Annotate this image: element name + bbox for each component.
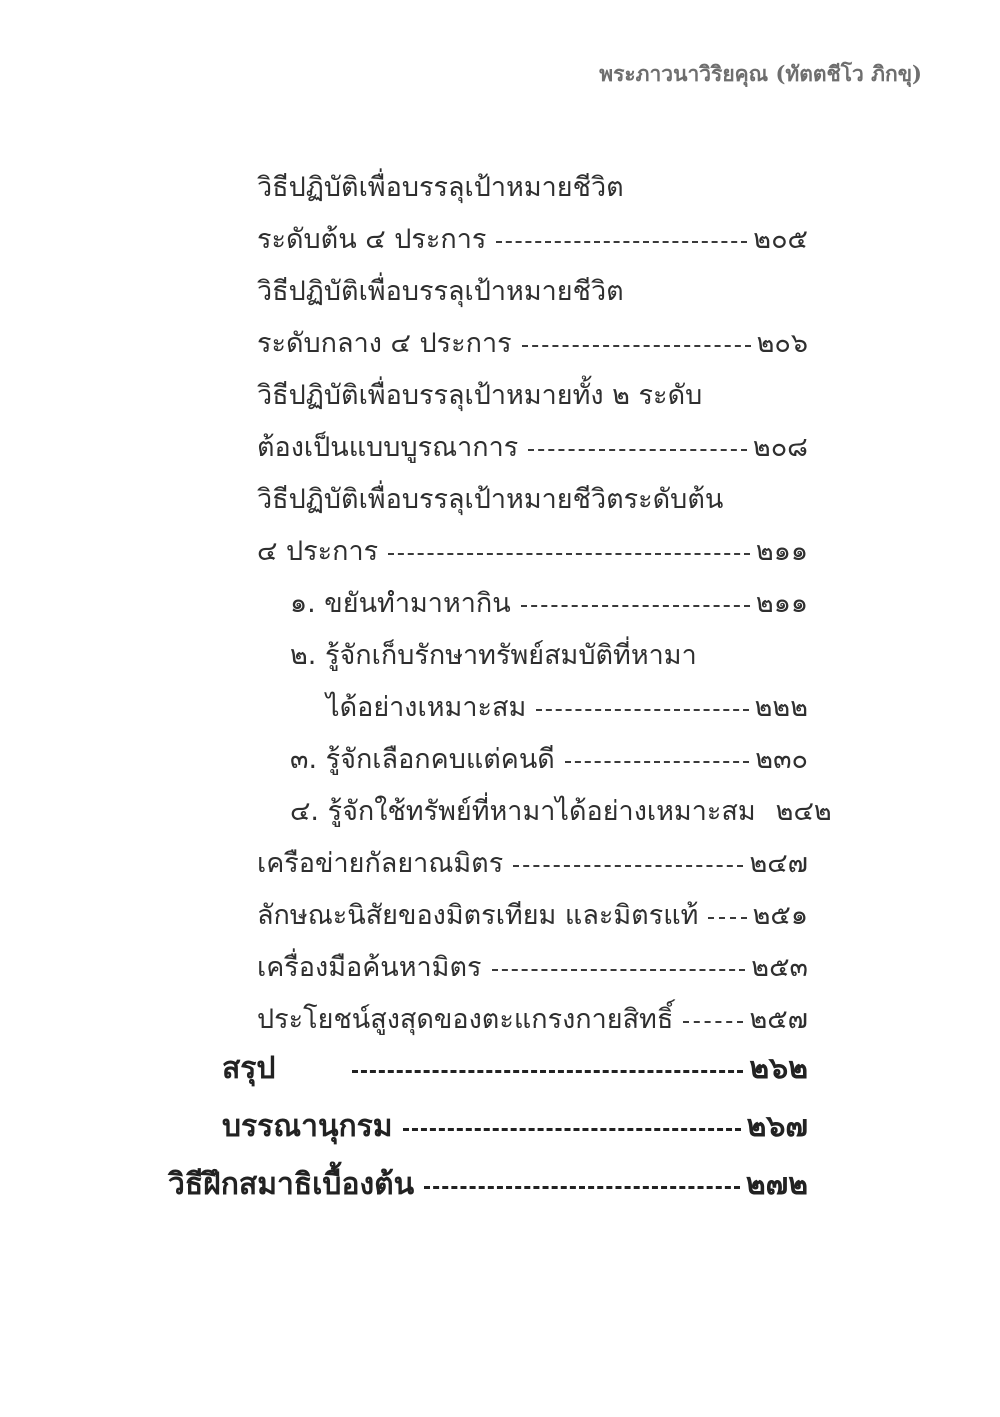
toc-entry-text: ๒. รู้จักเก็บรักษาทรัพย์สมบัติที่หามา <box>290 640 697 671</box>
toc-entry-text: บรรณานุกรม <box>222 1109 393 1144</box>
toc-entry-text: ๑. ขยันทำมาหากิน <box>290 588 511 619</box>
dot-leader <box>352 1070 743 1073</box>
dot-leader <box>424 1186 740 1189</box>
toc-entry <box>0 890 1000 942</box>
dot-leader <box>403 1128 741 1131</box>
toc-entry <box>0 214 1000 266</box>
dot-leader <box>513 865 743 867</box>
toc-entry <box>0 942 1000 994</box>
page-number: ๒๒๒ <box>754 692 808 723</box>
toc-subentry-title <box>0 630 1000 682</box>
dot-leader <box>565 761 749 763</box>
toc-subentry <box>0 786 1000 838</box>
dot-leader <box>760 813 770 815</box>
toc-entry-text: ลักษณะนิสัยของมิตรเทียม และมิตรแท้ <box>257 900 699 931</box>
toc-entry-text: ๔ ประการ <box>257 536 379 567</box>
toc-entry-text: วิธีปฏิบัติเพื่อบรรลุเป้าหมายชีวิต <box>257 276 624 307</box>
toc-entry-text: วิธีปฏิบัติเพื่อบรรลุเป้าหมายชีวิตระดับต้น <box>257 484 724 515</box>
dot-leader <box>492 969 746 971</box>
toc-entry-text: ได้อย่างเหมาะสม <box>326 692 527 723</box>
page-number: ๒๑๑ <box>755 536 808 567</box>
toc-entry-text: เครือข่ายกัลยาณมิตร <box>257 848 504 879</box>
dot-leader <box>521 605 750 607</box>
dot-leader <box>683 1021 743 1023</box>
toc-entry-text: เครื่องมือค้นหามิตร <box>257 952 482 983</box>
toc-entry <box>0 838 1000 890</box>
toc-subentry <box>0 734 1000 786</box>
page-number: ๒๑๑ <box>755 588 808 619</box>
toc-major-entry <box>0 1156 1000 1214</box>
page-number: ๒๔๒ <box>775 796 832 827</box>
page-number: ๒๖๗ <box>746 1109 808 1144</box>
toc-subentry <box>0 682 1000 734</box>
toc-entry <box>0 318 1000 370</box>
page-number: ๒๔๗ <box>749 848 808 879</box>
toc-entry-title <box>0 162 1000 214</box>
toc-entry-text: ระดับต้น ๔ ประการ <box>257 224 487 255</box>
toc-major-entry <box>0 1040 1000 1098</box>
dot-leader <box>536 709 748 711</box>
page-number: ๒๐๕ <box>753 224 808 255</box>
page-number: ๒๐๘ <box>752 432 808 463</box>
page-number: ๒๕๗ <box>749 1004 808 1035</box>
toc-entry-text: สรุป <box>222 1051 276 1086</box>
dot-leader <box>522 345 751 347</box>
toc-entry <box>0 422 1000 474</box>
toc-entry-text: ระดับกลาง ๔ ประการ <box>257 328 512 359</box>
toc-entry-text: วิธีปฏิบัติเพื่อบรรลุเป้าหมายชีวิต <box>257 172 624 203</box>
toc-entry-text: ต้องเป็นแบบบูรณาการ <box>257 432 519 463</box>
dot-leader <box>388 553 750 555</box>
dot-leader <box>496 241 747 243</box>
toc-entry-text: วิธีฝึกสมาธิเบื้องต้น <box>168 1167 415 1202</box>
page-number: ๒๐๖ <box>756 328 808 359</box>
dot-leader <box>708 917 746 919</box>
toc-entry-title <box>0 266 1000 318</box>
toc-entry <box>0 994 1000 1046</box>
toc-entry-text: ประโยชน์สูงสุดของตะแกรงกายสิทธิ์ <box>257 1004 674 1035</box>
page-number: ๒๓๐ <box>755 744 808 775</box>
toc-entry-title <box>0 474 1000 526</box>
page-number: ๒๕๓ <box>751 952 808 983</box>
toc-entry-title <box>0 370 1000 422</box>
toc-entry-text: ๔. รู้จักใช้ทรัพย์ที่หามาได้อย่างเหมาะสม <box>290 796 756 827</box>
running-header: พระภาวนาวิริยคุณ (ทัตตชีโว ภิกขุ) <box>599 61 922 86</box>
toc-subentry <box>0 578 1000 630</box>
toc-entry-text: วิธีปฏิบัติเพื่อบรรลุเป้าหมายทั้ง ๒ ระดับ <box>257 380 703 411</box>
toc-entry <box>0 526 1000 578</box>
page-number: ๒๗๒ <box>745 1167 808 1202</box>
page-number: ๒๖๒ <box>749 1051 808 1086</box>
page-number: ๒๕๑ <box>752 900 808 931</box>
toc-major-entry <box>0 1098 1000 1156</box>
dot-leader <box>528 449 747 451</box>
toc-entry-text: ๓. รู้จักเลือกคบแต่คนดี <box>290 744 555 775</box>
